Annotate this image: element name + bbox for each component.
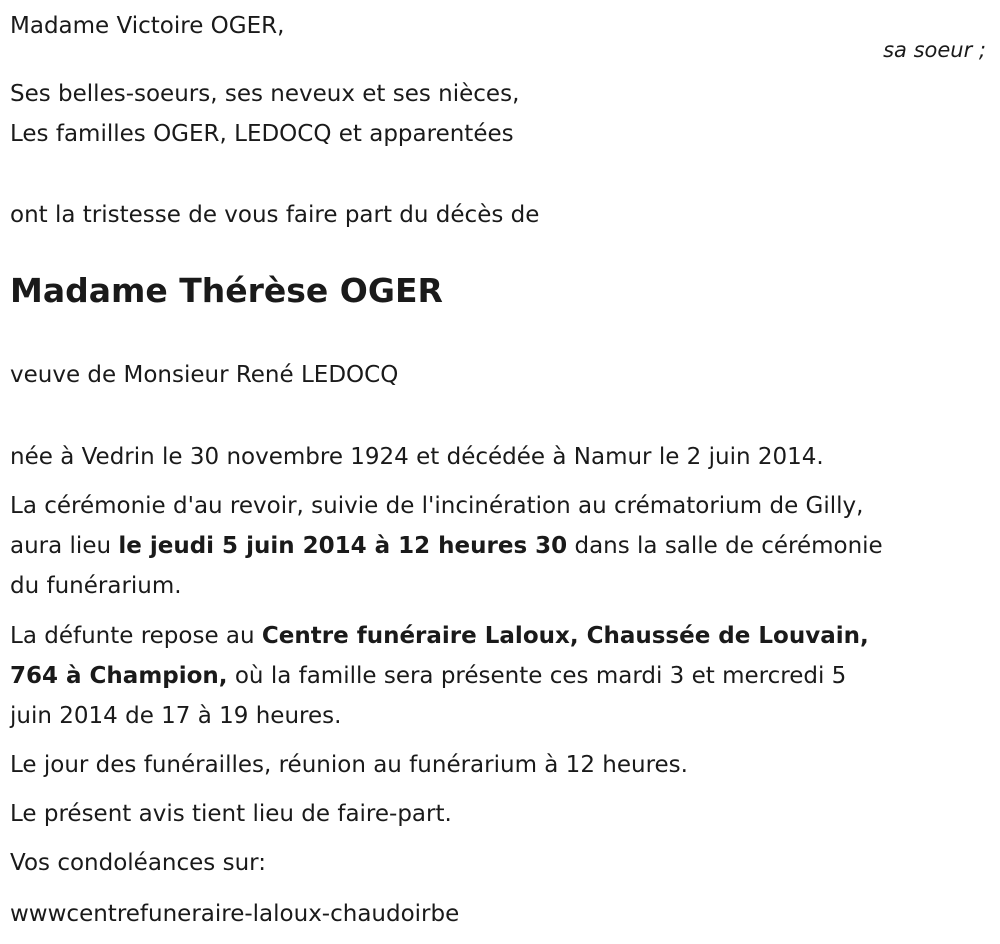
repose-address: 764 à Champion,	[10, 663, 228, 689]
condolences-website: wwwcentrefuneraire-laloux-chaudoirbe	[10, 901, 460, 927]
funeral-day-line: Le jour des funérailles, réunion au funérarium à 12 heures.	[10, 752, 688, 778]
relation-note: sa soeur ;	[883, 38, 986, 62]
repose-paragraph	[10, 616, 995, 736]
repose-text-cont: où la famille sera présente ces mardi 3 et mercredi 5	[227, 663, 847, 689]
repose-line-1	[10, 616, 995, 656]
condolences-label: Vos condoléances sur:	[10, 850, 266, 876]
repose-text: La défunte repose au	[10, 623, 262, 649]
repose-line-2	[10, 656, 995, 696]
spouse-line: veuve de Monsieur René LEDOCQ	[10, 362, 399, 388]
family-relatives: Ses belles-soeurs, ses neveux et ses nièces,	[10, 81, 520, 107]
birth-death-line: née à Vedrin le 30 novembre 1924 et décédée à Namur le 2 juin 2014.	[10, 444, 824, 470]
ceremony-line-1: La cérémonie d'au revoir, suivie de l'incinération au crématorium de Gilly,	[10, 493, 864, 519]
ceremony-date: le jeudi 5 juin 2014 à 12 heures 30	[118, 533, 568, 559]
family-member-sister: Madame Victoire OGER,	[10, 13, 285, 39]
deceased-name: Madame Thérèse OGER	[10, 271, 443, 310]
ceremony-paragraph	[10, 486, 995, 606]
ceremony-text-cont: dans la salle de cérémonie	[567, 533, 883, 559]
announcement-text: ont la tristesse de vous faire part du décès de	[10, 202, 540, 228]
ceremony-line-3: du funérarium.	[10, 573, 182, 599]
repose-line-3: juin 2014 de 17 à 19 heures.	[10, 703, 342, 729]
notice-line: Le présent avis tient lieu de faire-part.	[10, 801, 452, 827]
death-notice	[10, 0, 995, 934]
ceremony-text: aura lieu	[10, 533, 119, 559]
repose-location: Centre funéraire Laloux, Chaussée de Louvain,	[261, 623, 869, 649]
family-names: Les familles OGER, LEDOCQ et apparentées	[10, 121, 514, 147]
ceremony-line-2	[10, 526, 995, 566]
